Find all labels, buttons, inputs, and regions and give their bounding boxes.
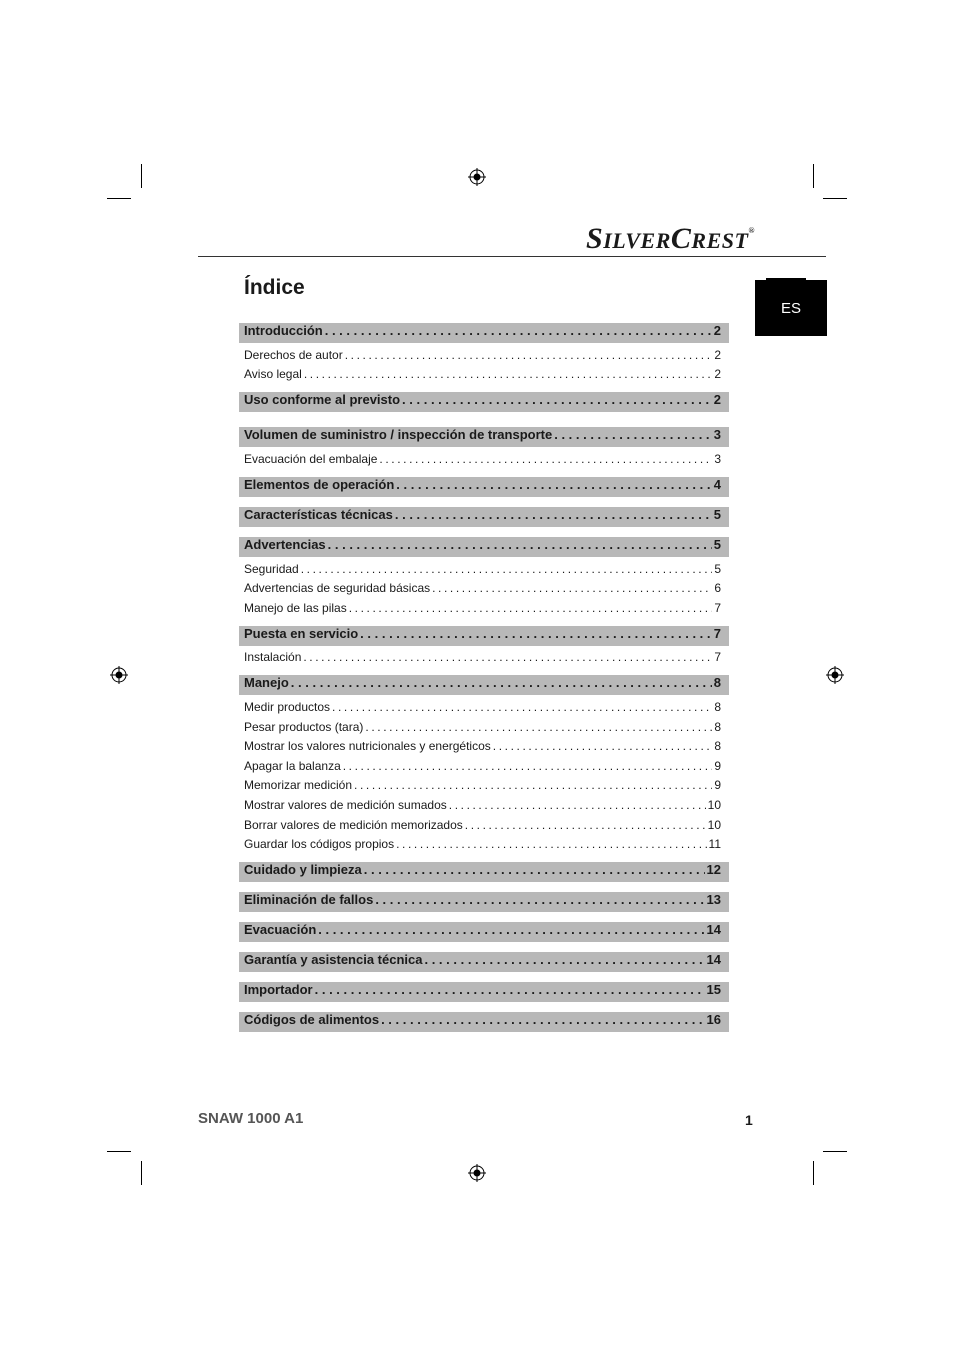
toc-leader xyxy=(325,323,712,338)
toc-subsection-title: Apagar la balanza xyxy=(244,758,341,773)
toc-subsection-title: Guardar los códigos propios xyxy=(244,837,395,852)
toc-subsection[interactable] xyxy=(239,736,729,756)
toc-leader xyxy=(303,650,712,664)
toc-subsection-list xyxy=(239,695,729,854)
toc-subsection[interactable] xyxy=(239,449,729,469)
toc-subsection-list xyxy=(239,343,729,384)
footer-page-number: 1 xyxy=(745,1112,753,1128)
crop-mark xyxy=(813,1161,814,1185)
toc-spacer xyxy=(239,854,729,862)
brand-logo: SILVERCREST® xyxy=(586,222,755,255)
toc-subsection[interactable] xyxy=(239,815,729,835)
toc-subsection[interactable] xyxy=(239,795,729,815)
toc-subsection[interactable] xyxy=(239,648,729,668)
toc-spacer xyxy=(239,667,729,675)
toc-subsection-page: 5 xyxy=(714,561,721,576)
toc-subsection[interactable] xyxy=(239,598,729,618)
toc-subsection-title: Medir productos xyxy=(244,699,331,714)
toc-leader xyxy=(375,892,704,907)
toc-section-title: Garantía y asistencia técnica xyxy=(244,951,423,967)
toc-subsection-title: Borrar valores de medición memorizados xyxy=(244,817,463,832)
crop-mark xyxy=(107,1151,131,1152)
toc-subsection-list xyxy=(239,646,729,668)
toc-subsection-page: 8 xyxy=(714,699,721,714)
toc-leader xyxy=(379,452,712,466)
toc-subsection-page: 2 xyxy=(714,367,721,382)
toc-subsection-page: 7 xyxy=(714,650,721,665)
toc-leader xyxy=(365,720,712,734)
toc-subsection-page: 9 xyxy=(714,758,721,773)
toc-subsection-title: Advertencias de seguridad básicas xyxy=(244,581,431,596)
toc-section-title: Evacuación xyxy=(244,921,317,937)
crop-mark xyxy=(813,164,814,188)
toc-subsection-list xyxy=(239,447,729,469)
toc-subsection[interactable] xyxy=(239,365,729,385)
toc-section-page: 2 xyxy=(713,392,721,408)
toc-subsection-page: 9 xyxy=(714,778,721,793)
toc-leader xyxy=(301,562,713,576)
toc-section-title: Uso conforme al previsto xyxy=(244,392,401,408)
toc-section-title: Cuidado y limpieza xyxy=(244,861,362,877)
toc-subsection-page: 3 xyxy=(714,451,721,466)
toc-section[interactable] xyxy=(239,892,729,912)
toc-section-page: 4 xyxy=(713,476,721,492)
toc-leader xyxy=(465,818,706,832)
toc-section[interactable] xyxy=(239,922,729,942)
toc-subsection-title: Pesar productos (tara) xyxy=(244,719,364,734)
registration-mark-icon xyxy=(826,666,844,684)
toc-spacer xyxy=(239,527,729,537)
toc-leader xyxy=(364,862,705,877)
toc-section[interactable] xyxy=(239,537,729,557)
toc-subsection-page: 10 xyxy=(707,817,721,832)
toc-subsection-page: 2 xyxy=(714,347,721,362)
toc-spacer xyxy=(239,412,729,427)
toc-section-page: 14 xyxy=(706,921,721,937)
toc-spacer xyxy=(239,912,729,922)
crop-mark xyxy=(823,1151,847,1152)
toc-section[interactable] xyxy=(239,675,729,695)
toc-section-title: Advertencias xyxy=(244,536,326,552)
toc-leader xyxy=(424,952,704,967)
toc-subsection-title: Mostrar valores de medición sumados xyxy=(244,797,447,812)
toc-subsection[interactable] xyxy=(239,756,729,776)
crop-mark xyxy=(823,198,847,199)
toc-section[interactable] xyxy=(239,952,729,972)
toc-subsection-title: Seguridad xyxy=(244,561,299,576)
toc-section[interactable] xyxy=(239,477,729,497)
toc-subsection-title: Mostrar los valores nutricionales y energéticos xyxy=(244,739,491,754)
toc-subsection-title: Aviso legal xyxy=(244,367,302,382)
toc-leader xyxy=(554,427,712,442)
toc-spacer xyxy=(239,618,729,626)
toc-section[interactable] xyxy=(239,982,729,1002)
toc-leader xyxy=(318,922,704,937)
toc-section-page: 15 xyxy=(706,981,721,997)
toc-subsection-title: Instalación xyxy=(244,650,302,665)
toc-leader xyxy=(360,626,712,641)
toc-section-page: 7 xyxy=(713,625,721,641)
toc-section-page: 16 xyxy=(706,1011,721,1027)
toc-section[interactable] xyxy=(239,323,729,343)
crop-mark xyxy=(107,198,131,199)
toc-spacer xyxy=(239,942,729,952)
toc-leader xyxy=(328,537,712,552)
toc-leader xyxy=(315,982,705,997)
toc-section-page: 13 xyxy=(706,891,721,907)
language-tab: ES xyxy=(755,280,827,336)
toc-spacer xyxy=(239,882,729,892)
toc-section-title: Volumen de suministro / inspección de transporte xyxy=(244,427,553,443)
registration-mark-icon xyxy=(468,168,486,186)
toc-section[interactable] xyxy=(239,507,729,527)
toc-leader xyxy=(396,477,712,492)
toc-subsection-title: Derechos de autor xyxy=(244,347,343,362)
toc-subsection-title: Manejo de las pilas xyxy=(244,600,347,615)
toc-subsection[interactable] xyxy=(239,717,729,737)
toc-spacer xyxy=(239,497,729,507)
toc-section-title: Manejo xyxy=(244,675,289,691)
crop-mark xyxy=(141,164,142,188)
toc-section-title: Eliminación de fallos xyxy=(244,891,374,907)
toc-leader xyxy=(395,507,712,522)
page-title: Índice xyxy=(244,276,305,299)
toc-leader xyxy=(381,1012,704,1027)
header-rule xyxy=(198,256,826,257)
toc-leader xyxy=(396,837,706,851)
toc-section-page: 5 xyxy=(713,506,721,522)
toc-subsection[interactable] xyxy=(239,559,729,579)
toc-leader xyxy=(343,759,713,773)
toc-subsection-page: 8 xyxy=(714,739,721,754)
toc-leader xyxy=(354,778,712,792)
toc-section-page: 3 xyxy=(713,427,721,443)
toc-section-title: Introducción xyxy=(244,323,323,338)
toc-subsection[interactable] xyxy=(239,776,729,796)
toc-subsection-page: 6 xyxy=(714,581,721,596)
toc-section[interactable] xyxy=(239,862,729,882)
toc-section-page: 12 xyxy=(706,861,721,877)
toc-spacer xyxy=(239,1002,729,1012)
toc-section[interactable] xyxy=(239,626,729,646)
toc-subsection[interactable] xyxy=(239,834,729,854)
toc-section-title: Características técnicas xyxy=(244,506,393,522)
registration-mark-icon xyxy=(468,1164,486,1182)
toc-leader xyxy=(493,739,713,753)
toc-section[interactable] xyxy=(239,1012,729,1032)
toc-subsection-page: 7 xyxy=(714,600,721,615)
toc-leader xyxy=(449,798,706,812)
toc-section[interactable] xyxy=(239,392,729,412)
toc-section-title: Códigos de alimentos xyxy=(244,1011,380,1027)
toc-section[interactable] xyxy=(239,427,729,447)
toc-leader xyxy=(432,581,712,595)
toc-leader xyxy=(349,601,713,615)
toc-subsection-title: Memorizar medición xyxy=(244,778,353,793)
toc-section-page: 5 xyxy=(713,536,721,552)
toc-spacer xyxy=(239,469,729,477)
toc-subsection-page: 10 xyxy=(707,797,721,812)
table-of-contents xyxy=(239,323,729,1042)
toc-spacer xyxy=(239,384,729,392)
crop-mark xyxy=(141,1161,142,1185)
toc-leader xyxy=(402,392,712,407)
toc-spacer xyxy=(239,972,729,982)
toc-section-page: 2 xyxy=(713,323,721,338)
toc-section-title: Puesta en servicio xyxy=(244,625,359,641)
toc-subsection-page: 11 xyxy=(708,837,721,852)
toc-leader xyxy=(304,367,712,381)
toc-section-title: Elementos de operación xyxy=(244,476,395,492)
toc-subsection-list xyxy=(239,557,729,618)
toc-subsection[interactable] xyxy=(239,697,729,717)
toc-section-title: Importador xyxy=(244,981,313,997)
registration-mark-icon xyxy=(110,666,128,684)
toc-leader xyxy=(291,675,712,690)
toc-leader xyxy=(332,700,712,714)
toc-section-page: 14 xyxy=(706,951,721,967)
toc-section-page: 8 xyxy=(713,675,721,691)
toc-subsection-page: 8 xyxy=(714,719,721,734)
toc-subsection[interactable] xyxy=(239,578,729,598)
toc-spacer xyxy=(239,1032,729,1042)
toc-subsection-title: Evacuación del embalaje xyxy=(244,451,378,466)
toc-leader xyxy=(345,348,713,362)
footer-model: SNAW 1000 A1 xyxy=(198,1110,304,1127)
toc-subsection[interactable] xyxy=(239,345,729,365)
